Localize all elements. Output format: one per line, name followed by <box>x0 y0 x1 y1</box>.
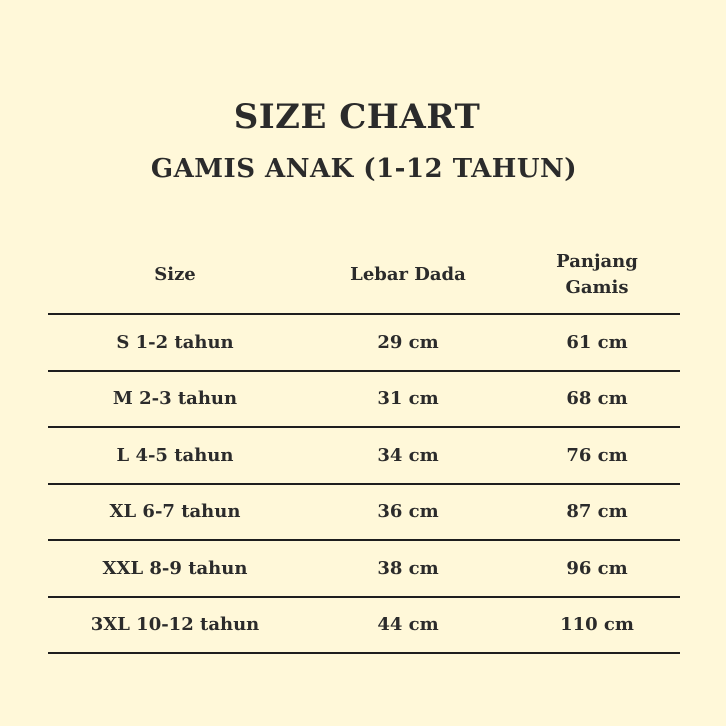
size-cell: XL 6-7 tahun <box>109 501 241 523</box>
size-cell: L 4-5 tahun <box>116 444 234 466</box>
size-cell: M 2-3 tahun <box>112 388 238 410</box>
chest-width-cell: 44 cm <box>377 614 439 636</box>
dress-length-cell: 110 cm <box>560 614 634 636</box>
dress-length-cell: 61 cm <box>566 331 628 353</box>
chest-width-cell: 34 cm <box>377 444 439 466</box>
page-title: SIZE CHART <box>233 97 481 137</box>
size-cell: 3XL 10-12 tahun <box>90 614 260 636</box>
table-row <box>48 372 680 429</box>
dress-length-cell: 96 cm <box>566 557 628 579</box>
table-row <box>48 315 680 372</box>
table-header-row <box>48 236 680 315</box>
size-cell: XXL 8-9 tahun <box>102 557 248 579</box>
dress-length-cell: 76 cm <box>566 444 628 466</box>
table-row <box>48 428 680 485</box>
header-dress-length: Panjang Gamis <box>556 251 638 298</box>
chest-width-cell: 38 cm <box>377 557 439 579</box>
chest-width-cell: 36 cm <box>377 501 439 523</box>
size-cell: S 1-2 tahun <box>116 331 234 353</box>
table-row <box>48 541 680 598</box>
chest-width-cell: 29 cm <box>377 331 439 353</box>
chest-width-cell: 31 cm <box>377 388 439 410</box>
page-subtitle: GAMIS ANAK (1-12 TAHUN) <box>150 154 578 184</box>
table-row <box>48 598 680 655</box>
header-size: Size <box>154 263 196 285</box>
header-chest-width: Lebar Dada <box>350 263 466 285</box>
size-table <box>48 236 680 654</box>
dress-length-cell: 87 cm <box>566 501 628 523</box>
dress-length-cell: 68 cm <box>566 388 628 410</box>
table-row <box>48 485 680 542</box>
